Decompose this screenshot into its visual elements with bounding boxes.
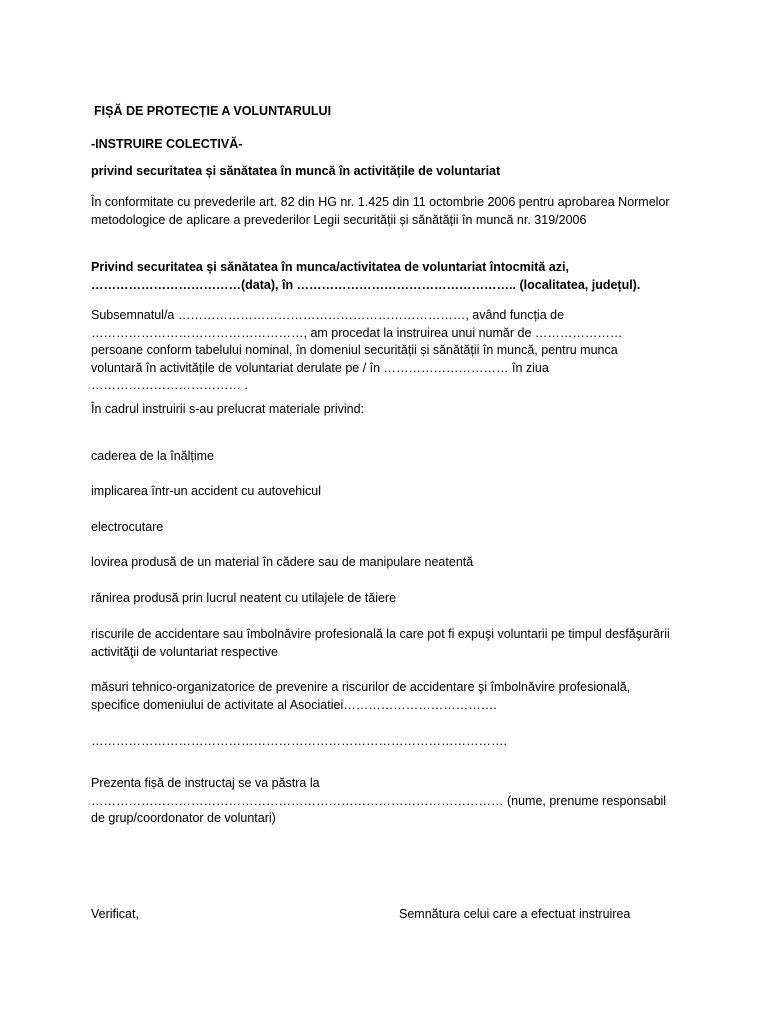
document-heading: privind securitatea și sănătatea în muncă în activitățile de voluntariat: [91, 164, 501, 178]
list-item: rănirea produsă prin lucrul neatent cu utilajele de tăiere: [91, 591, 397, 605]
list-item: riscurile de accidentare sau îmbolnăvire profesională la care pot fi expuşi voluntarii pe timpul desfăşurării activităţii de voluntariat respective: [91, 627, 670, 659]
verified-label: Verificat,: [91, 907, 139, 921]
materials-intro: În cadrul instruirii s-au prelucrat materiale privind:: [91, 402, 365, 416]
document-subtitle: -INSTRUIRE COLECTIVĂ-: [91, 137, 243, 151]
subsemnatul-paragraph: Subsemnatul/a ……………………………………………………………, având funcția de ……………………………………………, am procedat la instruirea unui număr de ………………… persoane conform tabelului nominal, în domeniul securității și sănătății în muncă, pentru munca voluntară în activitățile de voluntariat derulate pe / în ………………………… în ziua ……………………………… .: [91, 308, 623, 392]
conformity-paragraph: În conformitate cu prevederile art. 82 din HG nr. 1.425 din 11 octombrie 2006 pentru aprobarea Normelor metodologice de aplicare a prevederilor Legii securității și sănătății în muncă nr. 319/2006: [91, 195, 670, 227]
list-item: electrocutare: [91, 520, 164, 534]
list-item: măsuri tehnico-organizatorice de prevenire a riscurilor de accidentare şi îmbolnăvire profesională, specifice domeniului de activitate al Asociatiei……………………………….: [91, 680, 631, 712]
document-title: FIȘĂ DE PROTECȚIE A VOLUNTARULUI: [94, 104, 332, 118]
list-item: caderea de la înălțime: [91, 449, 214, 463]
prezenta-paragraph: Prezenta fișă de instructaj se va păstra la ……………………………………………………………………………………… (nume, prenume responsabil de grup/coordonator de voluntari): [91, 776, 667, 825]
list-item: implicarea într-un accident cu autovehicul: [91, 484, 321, 498]
list-item: lovirea produsă de un material în cădere sau de manipulare neatentă: [91, 555, 474, 569]
privind-paragraph: Privind securitatea și sănătatea în munca/activitatea de voluntariat întocmită azi, ………………………………(data), în …………………………………………….. (localitatea, județul).: [91, 260, 641, 292]
dotted-line: ……………………………………………………………………………………….: [91, 734, 507, 748]
signature-label: Semnătura celui care a efectuat instruirea: [399, 907, 631, 921]
